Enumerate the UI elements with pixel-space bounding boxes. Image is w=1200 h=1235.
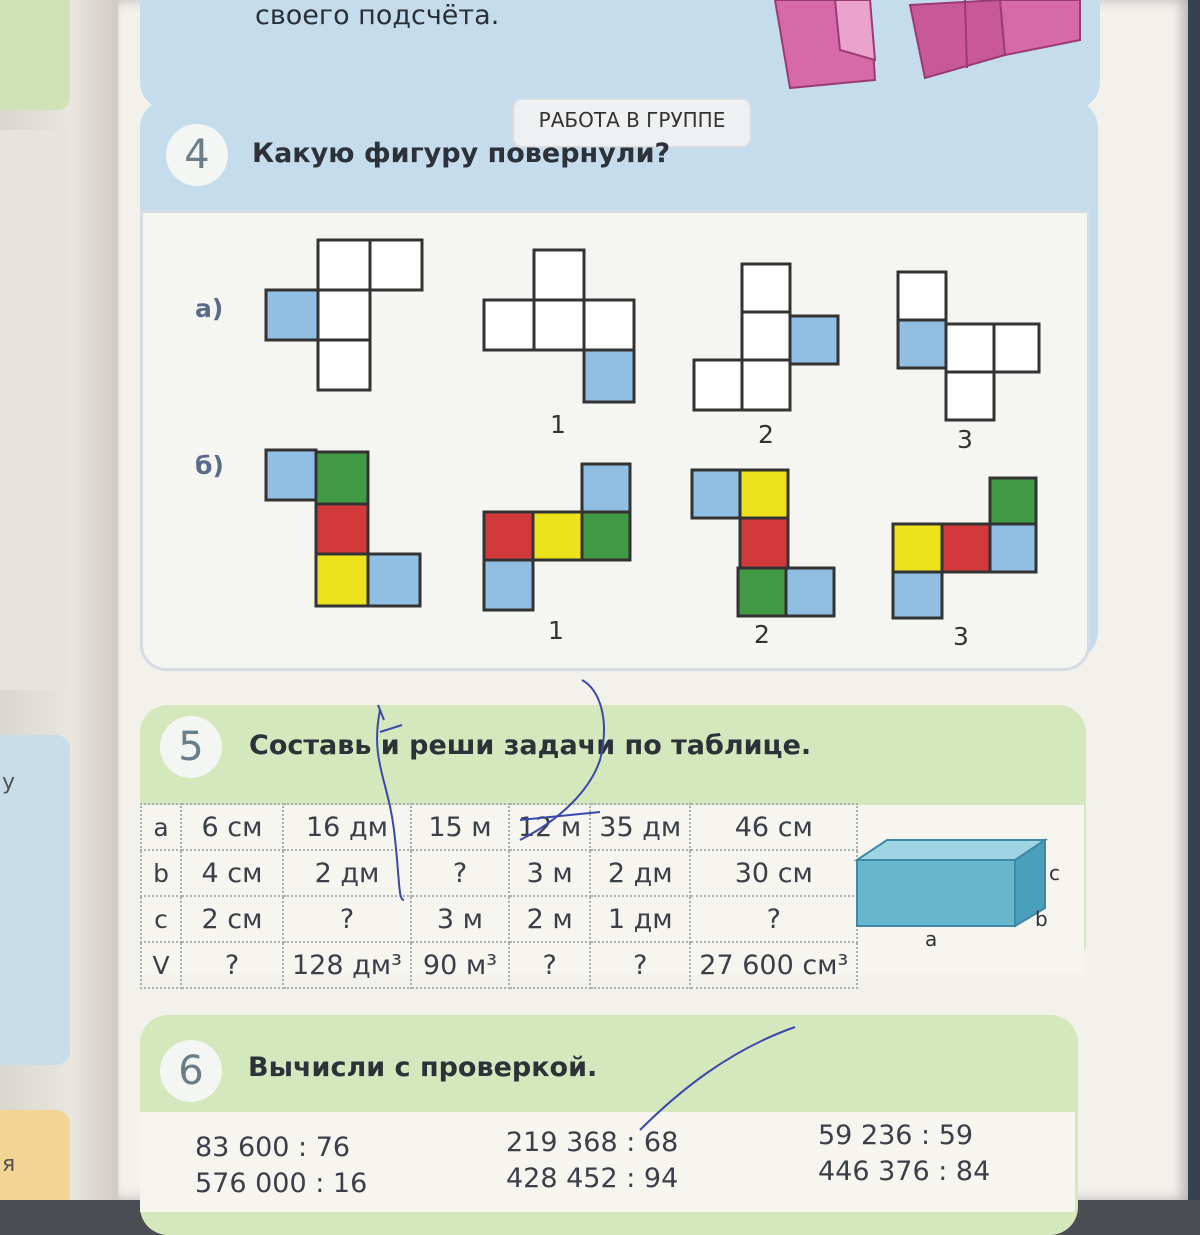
option-number: 2 — [754, 620, 770, 649]
pink-cubes-illustration — [735, 0, 1095, 95]
option-number: 2 — [758, 420, 774, 449]
table-cell: 2 м — [509, 896, 590, 942]
left-page-char: я — [2, 1152, 16, 1177]
row-header: a — [141, 804, 181, 850]
table-cell: 2 см — [181, 896, 283, 942]
calc-item: 446 376 : 84 — [818, 1156, 991, 1187]
table-cell: ? — [590, 942, 690, 988]
left-page-edge — [0, 0, 120, 1200]
table-row — [141, 896, 857, 942]
page-right-edge — [1188, 0, 1200, 1200]
left-strip — [0, 0, 70, 110]
table-cell: 35 дм — [590, 804, 690, 850]
table-cell: 27 600 см³ — [690, 942, 857, 988]
calc-column-1 — [195, 1130, 367, 1202]
figure-b-option-1 — [484, 464, 634, 614]
row-header: V — [141, 942, 181, 988]
box-label-c: c — [1049, 861, 1060, 885]
figure-b-option-3 — [893, 478, 1043, 623]
table-row — [141, 804, 857, 850]
table-cell: 2 дм — [590, 850, 690, 896]
table-cell: 3 м — [509, 850, 590, 896]
task6-number: 6 — [160, 1040, 222, 1102]
task4-number: 4 — [166, 124, 228, 186]
table-cell: ? — [283, 896, 411, 942]
table-cell: ? — [181, 942, 283, 988]
figure-b-option-2 — [692, 470, 842, 620]
calc-item: 576 000 : 16 — [195, 1168, 368, 1199]
box-label-b: b — [1035, 907, 1048, 931]
table-cell: 2 дм — [283, 850, 411, 896]
figure-b-original — [266, 450, 426, 610]
option-number: 3 — [957, 425, 973, 454]
box-illustration — [855, 838, 1070, 953]
table-cell: 3 м — [411, 896, 509, 942]
row-a-label: а) — [195, 294, 224, 323]
table-row — [141, 850, 857, 896]
table-cell: 1 дм — [590, 896, 690, 942]
table-cell: ? — [509, 942, 590, 988]
volume-table — [140, 803, 858, 989]
left-page-char: у — [2, 770, 16, 795]
calc-column-3 — [818, 1118, 990, 1190]
table-cell: 128 дм³ — [283, 942, 411, 988]
table-cell: 46 см — [690, 804, 857, 850]
table-cell: ? — [411, 850, 509, 896]
task5-title: Составь и реши задачи по таблице. — [249, 730, 812, 761]
left-strip — [0, 130, 70, 690]
table-cell: 30 см — [690, 850, 857, 896]
task5-number: 5 — [160, 716, 222, 778]
option-number: 3 — [953, 622, 969, 651]
box-label-a: a — [925, 927, 938, 951]
calc-item: 59 236 : 59 — [818, 1120, 974, 1151]
calc-item: 428 452 : 94 — [506, 1163, 679, 1194]
calc-column-2 — [506, 1125, 678, 1197]
figure-a-option-1 — [484, 250, 639, 410]
table-cell: 90 м³ — [411, 942, 509, 988]
group-work-tag: РАБОТА В ГРУППЕ — [512, 98, 752, 148]
figure-a-original — [266, 240, 426, 395]
calc-item: 83 600 : 76 — [195, 1132, 351, 1163]
figure-a-option-3 — [898, 272, 1043, 422]
task6-title: Вычисли с проверкой. — [248, 1052, 598, 1083]
row-header: c — [141, 896, 181, 942]
table-cell: 15 м — [411, 804, 509, 850]
row-b-label: б) — [195, 451, 224, 480]
table-cell: 4 см — [181, 850, 283, 896]
task3-text: своего подсчёта. — [255, 0, 500, 31]
calc-item: 219 368 : 68 — [506, 1127, 679, 1158]
table-cell: 12 м — [509, 804, 590, 850]
task4-title: Какую фигуру повернули? — [252, 138, 671, 169]
table-cell: 6 см — [181, 804, 283, 850]
table-row — [141, 942, 857, 988]
option-number: 1 — [548, 616, 564, 645]
figure-a-option-2 — [694, 264, 844, 414]
table-cell: 16 дм — [283, 804, 411, 850]
option-number: 1 — [550, 410, 566, 439]
row-header: b — [141, 850, 181, 896]
table-cell: ? — [690, 896, 857, 942]
